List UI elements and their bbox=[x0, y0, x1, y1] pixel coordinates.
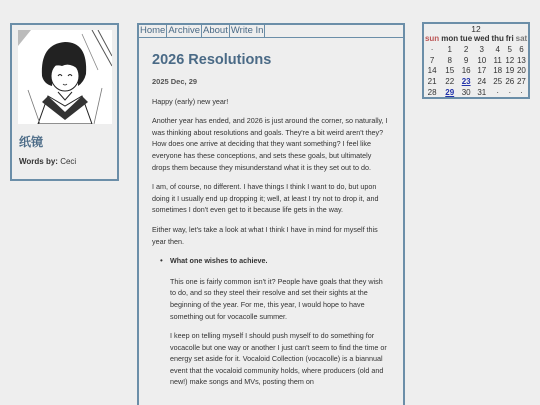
calendar-day: 15 bbox=[445, 66, 455, 76]
calendar-day: 3 bbox=[479, 44, 484, 54]
weekday-header: sat bbox=[515, 34, 528, 43]
post-date: 2025 Dec, 29 bbox=[152, 77, 198, 86]
post-paragraph: Either way, let's take a look at what I think I have in mind for myself this year then. bbox=[152, 224, 378, 246]
calendar-day: 14 bbox=[427, 66, 437, 76]
calendar-day: · bbox=[496, 87, 499, 97]
author-line bbox=[19, 157, 76, 166]
list-item bbox=[160, 255, 390, 388]
calendar-day: 13 bbox=[516, 55, 526, 65]
calendar-day: 7 bbox=[429, 55, 435, 65]
list-item-paragraph: This one is fairly common isn't it? People have goals that they wish to do, and so they steel their resolve and set their sights at the beginning of the year. For me, this year, I would hope to have something out for vocacolle summer. bbox=[170, 276, 383, 321]
profile-card bbox=[10, 23, 119, 181]
calendar-day: 6 bbox=[519, 44, 524, 54]
post-list bbox=[152, 255, 390, 388]
avatar bbox=[18, 30, 112, 124]
calendar-day: 1 bbox=[447, 44, 452, 54]
calendar-day-link[interactable]: 23 bbox=[461, 77, 471, 87]
nav-about-link[interactable]: About bbox=[203, 25, 228, 36]
calendar-day: 27 bbox=[516, 77, 526, 87]
calendar-week-row bbox=[424, 77, 528, 88]
calendar-day: 5 bbox=[507, 44, 512, 54]
calendar-day: 26 bbox=[505, 77, 515, 87]
calendar-day: 21 bbox=[427, 77, 437, 87]
calendar-day: 9 bbox=[463, 55, 469, 65]
calendar-day: 11 bbox=[493, 55, 502, 65]
calendar-day: 20 bbox=[516, 66, 526, 76]
main-content bbox=[137, 23, 405, 405]
calendar-day: 4 bbox=[495, 44, 500, 54]
calendar-day: 2 bbox=[463, 44, 469, 54]
site-name: 纸镜 bbox=[19, 135, 44, 149]
nav-home-link[interactable]: Home bbox=[140, 25, 166, 36]
weekday-header: tue bbox=[460, 34, 473, 43]
calendar-day: 30 bbox=[461, 87, 471, 97]
calendar-week-row bbox=[424, 66, 528, 77]
calendar-day: 10 bbox=[477, 55, 487, 65]
calendar-day-link[interactable]: 29 bbox=[445, 87, 455, 97]
calendar-week-row bbox=[424, 56, 528, 67]
post-paragraph: I am, of course, no different. I have things I think I want to do, but upon doing it I usually end up dropping it; well, at least I try not to drop it, and sometimes I don't even get to it because life gets in the way. bbox=[152, 182, 379, 215]
calendar-day: · bbox=[520, 87, 523, 97]
author-name: Ceci bbox=[60, 157, 77, 166]
post-title: 2026 Resolutions bbox=[152, 52, 272, 68]
avatar-illustration bbox=[18, 30, 112, 124]
nav-archive-link[interactable]: Archive bbox=[168, 25, 201, 36]
calendar-day: 31 bbox=[477, 87, 487, 97]
weekday-header: wed bbox=[474, 34, 490, 43]
calendar-day: 8 bbox=[447, 55, 452, 65]
calendar-table bbox=[424, 34, 528, 99]
words-by-label: Words by: bbox=[19, 157, 58, 166]
post-paragraph: Another year has ended, and 2026 is just around the corner, so naturally, I was thinking about resolutions and goals. They're a bit weird aren't they? How does one arrive at deciding that they want something? I feel like everyone has these conceptions, and sets these goals, but ultimately drops them because they misunderstand what it is they set out to do. bbox=[152, 116, 388, 172]
calendar-day: 19 bbox=[505, 66, 515, 76]
weekday-header: thu bbox=[491, 34, 504, 43]
calendar-day: 28 bbox=[427, 87, 437, 97]
calendar-month: 12 bbox=[471, 24, 481, 34]
calendar-days bbox=[424, 45, 528, 99]
calendar-widget bbox=[422, 22, 530, 99]
calendar-day: 17 bbox=[477, 66, 487, 76]
post-paragraph: Happy (early) new year! bbox=[152, 96, 229, 106]
calendar-day: 16 bbox=[461, 66, 471, 76]
calendar-day: 25 bbox=[493, 77, 503, 87]
calendar-week-row bbox=[424, 88, 528, 99]
nav-write-in-link[interactable]: Write In bbox=[230, 25, 264, 36]
weekday-header: sun bbox=[424, 34, 440, 43]
nav-bar bbox=[139, 25, 403, 38]
calendar-day: · bbox=[430, 44, 434, 54]
weekday-header: mon bbox=[441, 34, 459, 43]
calendar-weekday-row bbox=[424, 34, 528, 45]
calendar-day: 12 bbox=[505, 55, 515, 65]
weekday-header: fri bbox=[505, 34, 514, 43]
calendar-day: 24 bbox=[477, 77, 487, 87]
calendar-day: 22 bbox=[445, 77, 455, 87]
calendar-day: 18 bbox=[493, 66, 503, 76]
calendar-day: · bbox=[508, 87, 512, 97]
post-body bbox=[139, 38, 403, 388]
list-item-paragraph: I keep on telling myself I should push myself to do something for vocacolle but one way or another I just can't seem to find the time or energy set aside for it. Vocaloid Collection (vocacolle) is a biannual event that the vocaloid community holds, where producers (old and new!) make songs and MVs, posting them on bbox=[170, 331, 387, 387]
list-item-heading: • What one wishes to achieve. bbox=[170, 256, 268, 266]
calendar-week-row bbox=[424, 45, 528, 56]
